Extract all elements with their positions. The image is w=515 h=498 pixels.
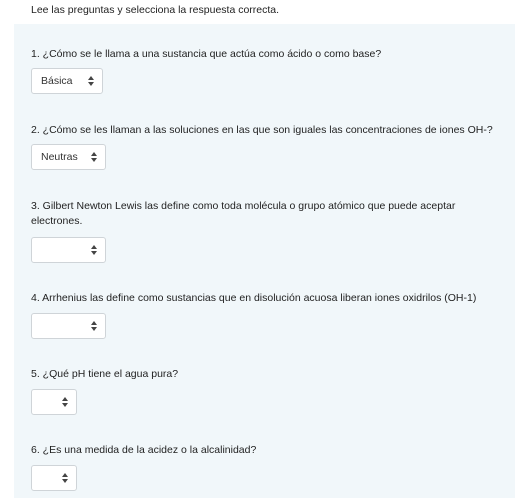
- question-4-select[interactable]: [31, 313, 106, 339]
- question-5-select[interactable]: [31, 389, 77, 415]
- question-2-selected-value: Neutras: [41, 151, 78, 163]
- question-6-text: 6. ¿Es una medida de la acidez o la alcalinidad?: [31, 444, 257, 456]
- updown-caret-icon: [62, 397, 68, 407]
- question-6-select[interactable]: [31, 465, 77, 491]
- updown-caret-icon: [62, 473, 68, 483]
- updown-caret-icon: [88, 76, 94, 86]
- updown-caret-icon: [91, 152, 97, 162]
- updown-caret-icon: [91, 245, 97, 255]
- instructions-text: Lee las preguntas y selecciona la respuesta correcta.: [31, 4, 280, 16]
- question-2-text: 2. ¿Cómo se les llaman a las soluciones en las que son iguales las concentraciones de iones OH-?: [31, 124, 493, 136]
- question-3-select[interactable]: [31, 237, 106, 263]
- question-5-text: 5. ¿Qué pH tiene el agua pura?: [31, 368, 179, 380]
- question-1-select[interactable]: [31, 68, 103, 94]
- question-1-text: 1. ¿Cómo se le llama a una sustancia que actúa como ácido o como base?: [31, 48, 382, 60]
- question-3-text: 3. Gilbert Newton Lewis las define como toda molécula o grupo atómico que puede aceptar electrones.: [31, 200, 456, 227]
- updown-caret-icon: [91, 321, 97, 331]
- question-1-selected-value: Básica: [41, 75, 73, 87]
- question-2-select[interactable]: [31, 144, 106, 170]
- question-4-text: 4. Arrhenius las define como sustancias que en disolución acuosa liberan iones oxidrilos (OH-1): [31, 292, 477, 304]
